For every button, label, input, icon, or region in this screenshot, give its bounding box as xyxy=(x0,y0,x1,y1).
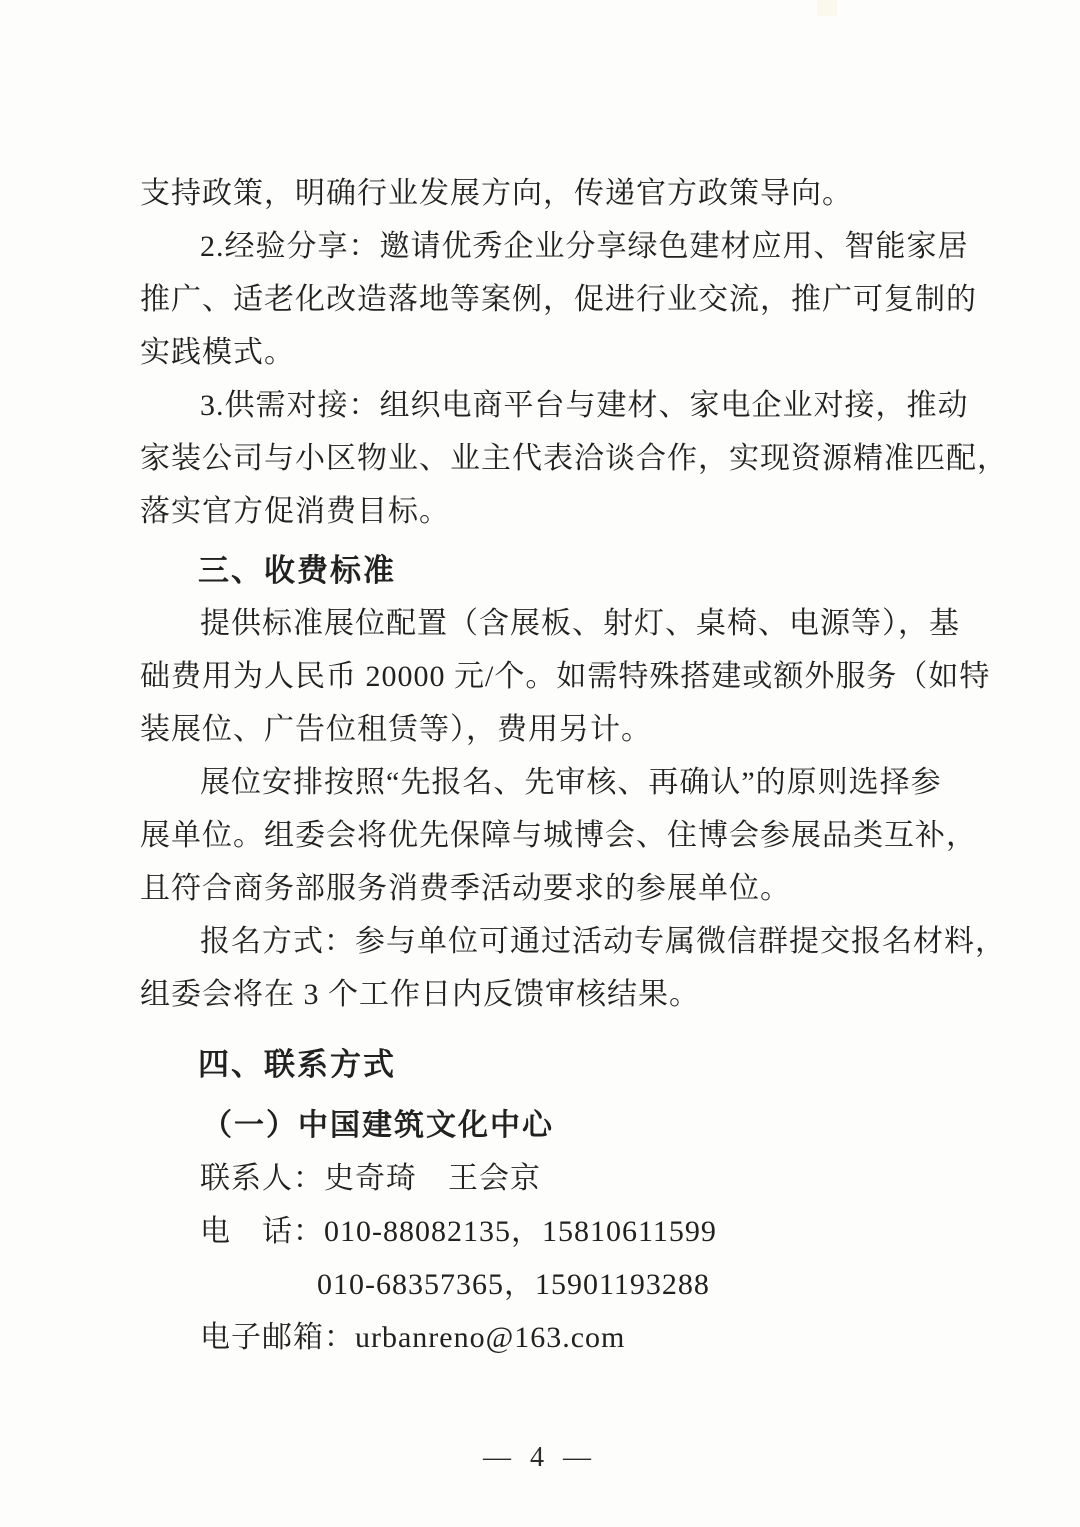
body-line: 推广、适老化改造落地等案例，促进行业交流，推广可复制的 xyxy=(140,283,977,316)
document-body xyxy=(140,167,1008,1364)
body-line: 础费用为人民币 20000 元/个。如需特殊搭建或额外服务（如特 xyxy=(140,660,991,693)
body-line: 组委会将在 3 个工作日内反馈审核结果。 xyxy=(140,978,700,1011)
body-line-booth-config: 提供标准展位配置（含展板、射灯、桌椅、电源等），基 xyxy=(200,607,960,640)
org-name-line: （一）中国建筑文化中心 xyxy=(202,1109,554,1142)
body-line: 展单位。组委会将优先保障与城博会、住博会参展品类互补， xyxy=(140,819,977,852)
scan-artifact xyxy=(817,0,837,16)
phone-line-1: 电 话：010-88082135，15810611599 xyxy=(200,1215,717,1248)
section-heading-fee-standard: 三、收费标准 xyxy=(198,553,396,588)
body-line: 装展位、广告位租赁等），费用另计。 xyxy=(140,713,652,746)
body-line: 落实官方促消费目标。 xyxy=(140,495,450,528)
email-line: 电子邮箱：urbanreno@163.com xyxy=(200,1321,626,1354)
phone-line-2: 010-68357365，15901193288 xyxy=(317,1268,710,1301)
body-line: 实践模式。 xyxy=(140,336,295,369)
contact-person-line: 联系人：史奇琦 王会京 xyxy=(200,1162,541,1195)
body-line: 家装公司与小区物业、业主代表洽谈合作，实现资源精准匹配， xyxy=(140,442,1008,475)
page-number: — 4 — xyxy=(483,1442,597,1473)
body-line: 支持政策，明确行业发展方向，传递官方政策导向。 xyxy=(140,177,853,210)
body-line-booth-arrangement: 展位安排按照“先报名、先审核、再确认”的原则选择参 xyxy=(200,766,942,799)
section-heading-contact-info: 四、联系方式 xyxy=(198,1047,396,1082)
body-line-supply-demand: 3.供需对接：组织电商平台与建材、家电企业对接，推动 xyxy=(200,389,969,422)
body-line: 且符合商务部服务消费季活动要求的参展单位。 xyxy=(140,872,791,905)
body-line-experience-sharing: 2.经验分享：邀请优秀企业分享绿色建材应用、智能家居 xyxy=(200,230,969,263)
body-line-registration: 报名方式：参与单位可通过活动专属微信群提交报名材料， xyxy=(200,925,1006,958)
